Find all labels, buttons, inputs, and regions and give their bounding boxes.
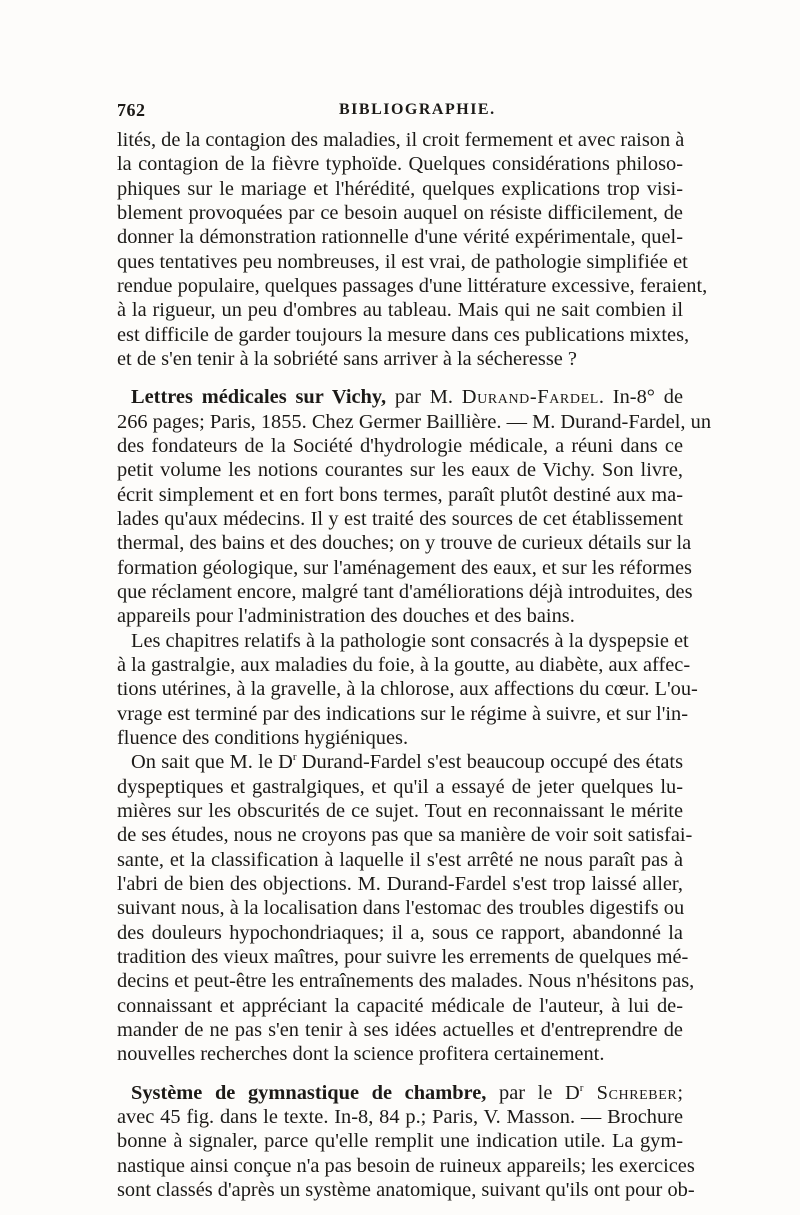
text-line: nouvelles recherches dont la science profitera certainement. — [117, 1043, 605, 1065]
text-line: vrage est terminé par des indications sur le régime à suivre, et sur l'in- — [117, 703, 689, 725]
text-line: mières sur les obscurités de ce sujet. Tout en reconnaissant le mérite — [117, 800, 683, 822]
text-line: sante, et la classification à laquelle il s'est arrêté ne nous paraît pas à — [117, 849, 683, 871]
text-line: phiques sur le mariage et l'hérédité, quelques explications trop visi- — [117, 178, 683, 200]
text-line: des douleurs hypochondriaques; il a, sous ce rapport, abandonné la — [117, 922, 683, 944]
text-line: fluence des conditions hygiéniques. — [117, 727, 409, 749]
text-line: sont classés d'après un système anatomique, suivant qu'ils ont pour ob- — [117, 1179, 695, 1201]
format-text: . In-8° de — [598, 386, 683, 408]
review-heading-line — [117, 385, 683, 409]
text-line: nastique ainsi conçue n'a pas besoin de ruineux appareils; les exercices — [117, 1155, 695, 1177]
text-line: dyspeptiques et gastralgiques, et qu'il a essayé de jeter quelques lu- — [117, 776, 683, 798]
text-line: à la rigueur, un peu d'ombres au tableau. Mais qui ne sait combien il — [117, 299, 683, 321]
text-line: ques tentatives peu nombreuses, il est vrai, de pathologie simplifiée et — [117, 251, 688, 273]
page-number: 762 — [117, 100, 146, 120]
text-line: la contagion de la fièvre typhoïde. Quelques considérations philoso- — [117, 153, 683, 175]
text-line: formation géologique, sur l'aménagement des eaux, et sur les réformes — [117, 557, 692, 579]
text-line: decins et peut-être les entraînements des malades. Nous n'hésitons pas, — [117, 970, 695, 992]
text-line: donner la démonstration rationnelle d'une vérité expérimentale, quel- — [117, 226, 683, 248]
text-line: lades qu'aux médecins. Il y est traité des sources de cet établissement — [117, 508, 683, 530]
text-line: thermal, des bains et des douches; on y trouve de curieux détails sur la — [117, 532, 692, 554]
text-line: mander de ne pas s'en tenir à ses idées actuelles et d'entreprendre de — [117, 1019, 683, 1041]
text-line: bonne à signaler, parce qu'elle remplit une indication utile. La gym- — [117, 1130, 683, 1152]
author-name: Schreber — [583, 1082, 678, 1104]
text-line: rendue populaire, quelques passages d'une littérature excessive, feraient, — [117, 275, 708, 297]
page-header — [117, 100, 683, 124]
text-line: Les chapitres relatifs à la pathologie sont consacrés à la dyspepsie et — [131, 630, 689, 652]
superscript: r — [579, 1082, 584, 1095]
text-line: 266 pages; Paris, 1855. Chez Germer Baillière. — M. Durand-Fardel, un — [117, 411, 712, 433]
text-line: à la gastralgie, aux maladies du foie, à la goutte, au diabète, aux affec- — [117, 654, 691, 676]
book-title: Système de gymnastique de chambre, — [131, 1082, 487, 1104]
by-text: par M. — [386, 386, 462, 408]
text-line: avec 45 fig. dans le texte. In-8, 84 p.; Paris, V. Masson. — Brochure — [117, 1106, 683, 1128]
review-heading-line — [117, 1081, 683, 1105]
text-line: écrit simplement et en fort bons termes, paraît plutôt destiné aux ma- — [117, 484, 683, 506]
punctuation: ; — [677, 1082, 684, 1104]
text-line: blement provoquées par ce besoin auquel on résiste difficilement, de — [117, 202, 683, 224]
text-line: que réclament encore, malgré tant d'améliorations déjà introduites, des — [117, 581, 693, 603]
text-line: tradition des vieux maîtres, pour suivre les errements de quelques mé- — [117, 946, 689, 968]
text-line: appareils pour l'administration des douches et des bains. — [117, 605, 575, 627]
superscript: r — [292, 751, 297, 764]
paragraph-first-line — [117, 750, 683, 774]
text-span: On sait que M. le D — [131, 751, 293, 773]
book-title: Lettres médicales sur Vichy, — [131, 386, 387, 408]
text-line: l'abri de bien des objections. M. Durand-Fardel s'est trop laissé aller, — [117, 873, 683, 895]
text-line: suivant nous, à la localisation dans l'estomac des troubles digestifs ou — [117, 897, 685, 919]
text-line: petit volume les notions courantes sur les eaux de Vichy. Son livre, — [117, 459, 683, 481]
text-span: Durand-Fardel s'est beaucoup occupé des états — [296, 751, 684, 773]
text-line: lités, de la contagion des maladies, il croit fermement et avec raison à — [117, 129, 685, 151]
author-name: Durand-Fardel — [461, 386, 599, 408]
text-line: des fondateurs de la Société d'hydrologie médicale, a réuni dans ce — [117, 435, 683, 457]
running-title: BIBLIOGRAPHIE. — [339, 101, 496, 118]
text-line: est difficile de garder toujours la mesure dans ces publications mixtes, — [117, 324, 690, 346]
text-line: de ses études, nous ne croyons pas que sa manière de voir soit satisfai- — [117, 824, 693, 846]
by-text: par le D — [486, 1082, 580, 1104]
text-line: connaissant et appréciant la capacité médicale de l'auteur, à lui de- — [117, 995, 683, 1017]
text-line: et de s'en tenir à la sobriété sans arriver à la sécheresse ? — [117, 348, 577, 370]
text-line: tions utérines, à la gravelle, à la chlorose, aux affections du cœur. L'ou- — [117, 678, 698, 700]
